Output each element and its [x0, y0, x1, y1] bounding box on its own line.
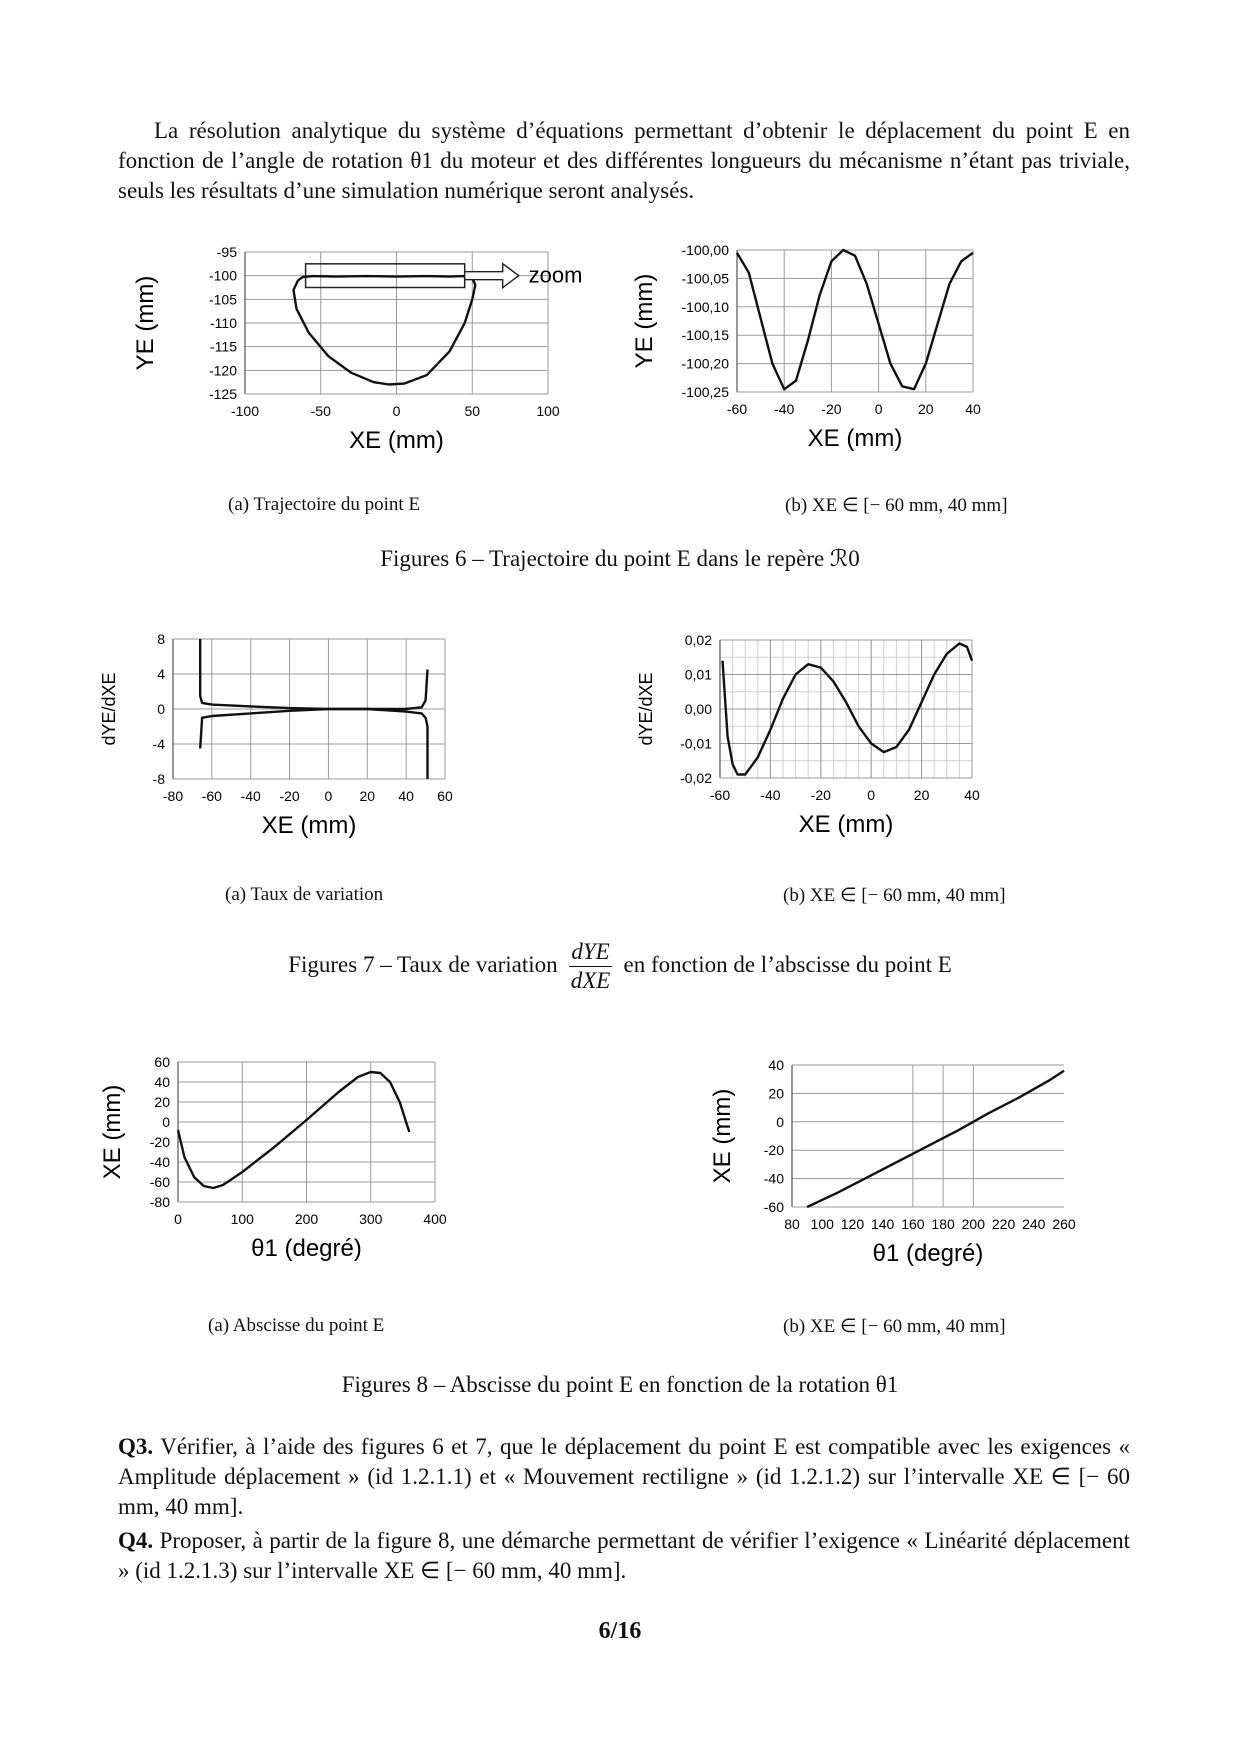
chart-fig8a	[99, 1054, 570, 1315]
y-tick-label: 0	[776, 1113, 784, 1130]
x-tick-label: 20	[359, 788, 376, 804]
y-tick-label: -105	[208, 291, 237, 308]
zoom-arrow	[465, 264, 519, 288]
y-axis-label: YE (mm)	[132, 275, 159, 371]
x-axis-label: XE (mm)	[798, 811, 894, 838]
y-tick-label: 8	[157, 631, 165, 647]
x-axis-label: XE (mm)	[807, 425, 903, 452]
chart-fig6b	[631, 242, 1130, 480]
y-tick-label: -100,05	[681, 270, 729, 287]
fig7-caption-den: dXE	[570, 968, 611, 993]
x-tick-label: 0	[392, 403, 401, 419]
y-tick-label: -60	[763, 1199, 784, 1215]
x-tick-label: -20	[821, 401, 842, 417]
x-axis-label: θ1 (degré)	[872, 1240, 984, 1267]
question-q4	[118, 1526, 1130, 1586]
x-tick-label: 80	[784, 1216, 800, 1232]
q4-text: Proposer, à partir de la figure 8, une démarche permettant de vérifier l’exigence « Linéarité déplacement » (id 1.2.1.3) sur l’intervalle XE ∈ [− 60 mm, 40 mm].	[118, 1528, 1130, 1583]
x-tick-label: 240	[1022, 1216, 1046, 1232]
x-tick-label: 200	[961, 1216, 986, 1232]
chart-fig8b	[700, 1057, 1130, 1315]
chart-fig7a	[99, 631, 570, 870]
x-tick-label: -20	[279, 788, 300, 804]
x-tick-label: 0	[874, 401, 883, 417]
x-tick-label: 20	[913, 787, 930, 803]
fig8b-caption: (b) XE ∈ [− 60 mm, 40 mm]	[783, 1316, 1006, 1337]
x-tick-label: 60	[437, 788, 453, 804]
series-line-main	[737, 250, 973, 389]
fig7-caption-prefix: Figures 7 – Taux de variation	[288, 951, 558, 977]
y-tick-label: -110	[210, 315, 237, 331]
y-tick-label: -20	[763, 1142, 784, 1159]
q3-text: Vérifier, à l’aide des figures 6 et 7, que le déplacement du point E est compatible avec les exigences « Amplitude déplacement » (id 1.2.1.1) et « Mouvement rectiligne » (id 1.2.1.2) sur l’intervalle XE ∈ [− 60 mm, 40 mm].	[118, 1434, 1130, 1519]
x-axis-label: XE (mm)	[261, 812, 357, 839]
x-tick-label: 0	[174, 1211, 182, 1227]
x-tick-label: 100	[810, 1216, 834, 1232]
series-line-main	[807, 1071, 1064, 1207]
y-tick-label: -40	[763, 1170, 784, 1187]
y-tick-label: 0,02	[684, 632, 712, 648]
y-tick-label: -100,25	[681, 384, 729, 400]
y-tick-label: 60	[154, 1054, 170, 1070]
fig7-caption-suffix: en fonction de l’abscisse du point E	[623, 951, 952, 977]
x-tick-label: -60	[201, 788, 222, 804]
y-axis-label: dYE/dXE	[636, 672, 656, 746]
x-tick-label: -60	[726, 401, 748, 417]
y-tick-label: 20	[768, 1085, 784, 1102]
y-tick-label: -125	[208, 386, 237, 402]
y-tick-label: -115	[210, 338, 237, 355]
x-tick-label: 50	[464, 403, 481, 419]
y-tick-label: -0,01	[680, 735, 712, 752]
series-line-main	[178, 1072, 409, 1188]
y-axis-label: dYE/dXE	[99, 672, 119, 746]
y-tick-label: 20	[154, 1094, 170, 1110]
y-axis-label: YE (mm)	[631, 273, 658, 369]
x-tick-label: 140	[870, 1216, 895, 1232]
x-tick-label: -80	[162, 788, 184, 804]
x-tick-label: -40	[774, 401, 795, 417]
y-tick-label: -80	[149, 1194, 170, 1210]
y-tick-label: -120	[208, 362, 237, 379]
x-tick-label: -20	[810, 787, 831, 803]
x-tick-label: 220	[991, 1216, 1016, 1232]
y-tick-label: -100	[208, 267, 237, 284]
y-axis-label: XE (mm)	[99, 1084, 126, 1180]
x-tick-label: 160	[901, 1216, 925, 1232]
x-tick-label: 120	[840, 1216, 865, 1232]
x-tick-label: -40	[240, 788, 261, 804]
chart-fig7b	[636, 632, 1130, 870]
x-tick-label: 260	[1052, 1216, 1076, 1232]
y-tick-label: -100,15	[681, 327, 729, 344]
y-tick-label: -40	[149, 1154, 170, 1170]
fig6-caption: Figures 6 – Trajectoire du point E dans le repère ℛ0	[380, 546, 860, 571]
x-tick-label: -50	[310, 403, 331, 419]
y-tick-label: -100,10	[681, 298, 729, 315]
x-tick-label: -100	[230, 403, 260, 419]
fig7b-caption: (b) XE ∈ [− 60 mm, 40 mm]	[783, 885, 1006, 906]
fig7-caption	[0, 938, 1240, 995]
y-tick-label: 40	[768, 1057, 784, 1073]
y-axis-label: XE (mm)	[709, 1088, 736, 1184]
fig8a-caption: (a) Abscisse du point E	[208, 1315, 385, 1336]
x-tick-label: 40	[398, 788, 414, 804]
y-tick-label: 0,00	[684, 701, 712, 717]
y-tick-label: 0	[157, 701, 165, 717]
fig8-caption: Figures 8 – Abscisse du point E en fonction de la rotation θ1	[341, 1372, 899, 1397]
x-tick-label: 100	[536, 403, 560, 419]
y-tick-label: -100,20	[681, 355, 729, 372]
q3-label: Q3.	[118, 1434, 154, 1459]
x-tick-label: 0	[324, 788, 333, 804]
x-tick-label: -60	[709, 787, 731, 803]
intro-paragraph: La résolution analytique du système d’équations permettant d’obtenir le déplacement du point E en fonction de l’angle de rotation θ1 du moteur et des différentes longueurs du mécanisme n’étant pas triviale, seuls les résultats d’une simulation numérique seront analysés.	[118, 118, 1130, 203]
x-tick-label: 40	[965, 401, 981, 417]
question-q3	[118, 1432, 1130, 1522]
x-tick-label: 200	[294, 1211, 319, 1227]
y-tick-label: -8	[152, 771, 165, 787]
x-tick-label: 180	[931, 1216, 955, 1232]
q4-label: Q4.	[118, 1528, 154, 1553]
chart-fig6a	[110, 244, 583, 480]
x-tick-label: -40	[760, 787, 781, 803]
fig6b-caption: (b) XE ∈ [− 60 mm, 40 mm]	[785, 495, 1008, 516]
page-number: 6/16	[598, 1618, 642, 1644]
y-tick-label: 0	[162, 1114, 170, 1130]
y-tick-label: -4	[152, 736, 165, 752]
y-tick-label: 40	[154, 1074, 170, 1090]
x-tick-label: 0	[867, 787, 876, 803]
x-tick-label: 300	[359, 1211, 383, 1227]
zoom-label: zoom	[528, 262, 583, 288]
y-tick-label: -60	[149, 1174, 170, 1190]
y-tick-label: -20	[149, 1134, 170, 1150]
y-tick-label: 4	[157, 666, 165, 682]
fig6a-caption: (a) Trajectoire du point E	[228, 494, 421, 515]
y-tick-label: -0,02	[680, 770, 712, 786]
x-tick-label: 40	[964, 787, 980, 803]
x-tick-label: 400	[423, 1211, 447, 1227]
x-tick-label: 20	[918, 401, 934, 417]
fig7-caption-num: dYE	[569, 938, 611, 967]
x-axis-label: XE (mm)	[349, 427, 444, 454]
fig7-caption-fraction	[569, 938, 611, 995]
x-axis-label: θ1 (degré)	[251, 1235, 362, 1262]
fig7a-caption: (a) Taux de variation	[225, 884, 384, 905]
y-tick-label: 0,01	[684, 666, 712, 683]
y-tick-label: -95	[216, 244, 237, 260]
x-tick-label: 100	[230, 1211, 254, 1227]
y-tick-label: -100,00	[681, 242, 729, 258]
